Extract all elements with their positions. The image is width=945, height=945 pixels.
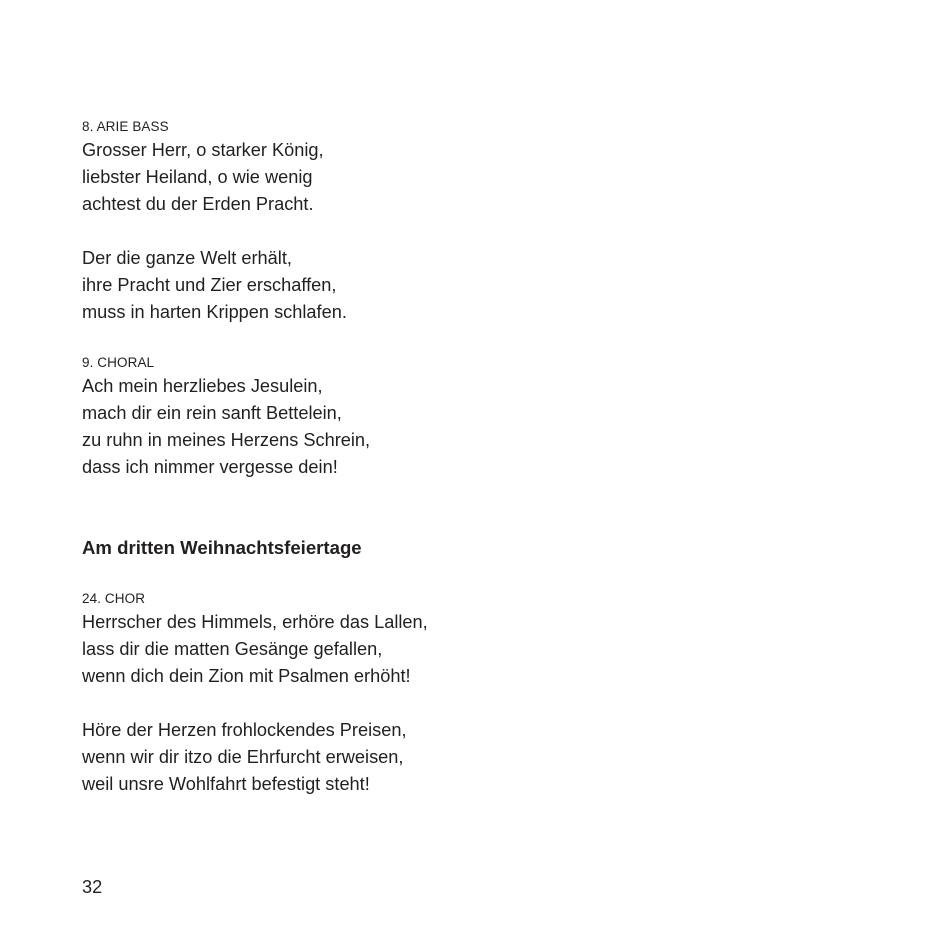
- section-block: [82, 535, 702, 798]
- movement-block: [82, 118, 702, 326]
- movement-label: 24. CHOR: [82, 591, 146, 606]
- stanza: [82, 373, 702, 481]
- movement-block: [82, 354, 702, 481]
- verse-line: Ach mein herzliebes Jesulein,: [82, 376, 323, 396]
- verse-line: lass dir die matten Gesänge gefallen,: [82, 639, 383, 659]
- verse-line: mach dir ein rein sanft Bettelein,: [82, 403, 342, 423]
- verse-line: Der die ganze Welt erhält,: [82, 248, 292, 268]
- stanza: [82, 609, 702, 690]
- page-content: [82, 118, 702, 798]
- verse-line: liebster Heiland, o wie wenig: [82, 167, 313, 187]
- verse-line: weil unsre Wohlfahrt befestigt steht!: [82, 774, 370, 794]
- verse-line: wenn dich dein Zion mit Psalmen erhöht!: [82, 666, 411, 686]
- movement-label: 8. ARIE BASS: [82, 119, 169, 134]
- verse-line: achtest du der Erden Pracht.: [82, 194, 314, 214]
- section-heading: Am dritten Weihnachtsfeiertage: [82, 537, 362, 558]
- verse-line: muss in harten Krippen schlafen.: [82, 302, 347, 322]
- verse-line: Herrscher des Himmels, erhöre das Lallen,: [82, 612, 428, 632]
- stanza: [82, 717, 702, 798]
- movement-label: 9. CHORAL: [82, 355, 155, 370]
- movement-block: [82, 590, 702, 798]
- stanza: [82, 137, 702, 218]
- verse-line: ihre Pracht und Zier erschaffen,: [82, 275, 337, 295]
- page-number: 32: [82, 877, 103, 897]
- verse-line: Höre der Herzen frohlockendes Preisen,: [82, 720, 407, 740]
- verse-line: zu ruhn in meines Herzens Schrein,: [82, 430, 371, 450]
- verse-line: dass ich nimmer vergesse dein!: [82, 457, 338, 477]
- verse-line: Grosser Herr, o starker König,: [82, 140, 324, 160]
- verse-line: wenn wir dir itzo die Ehrfurcht erweisen,: [82, 747, 404, 767]
- stanza: [82, 245, 702, 326]
